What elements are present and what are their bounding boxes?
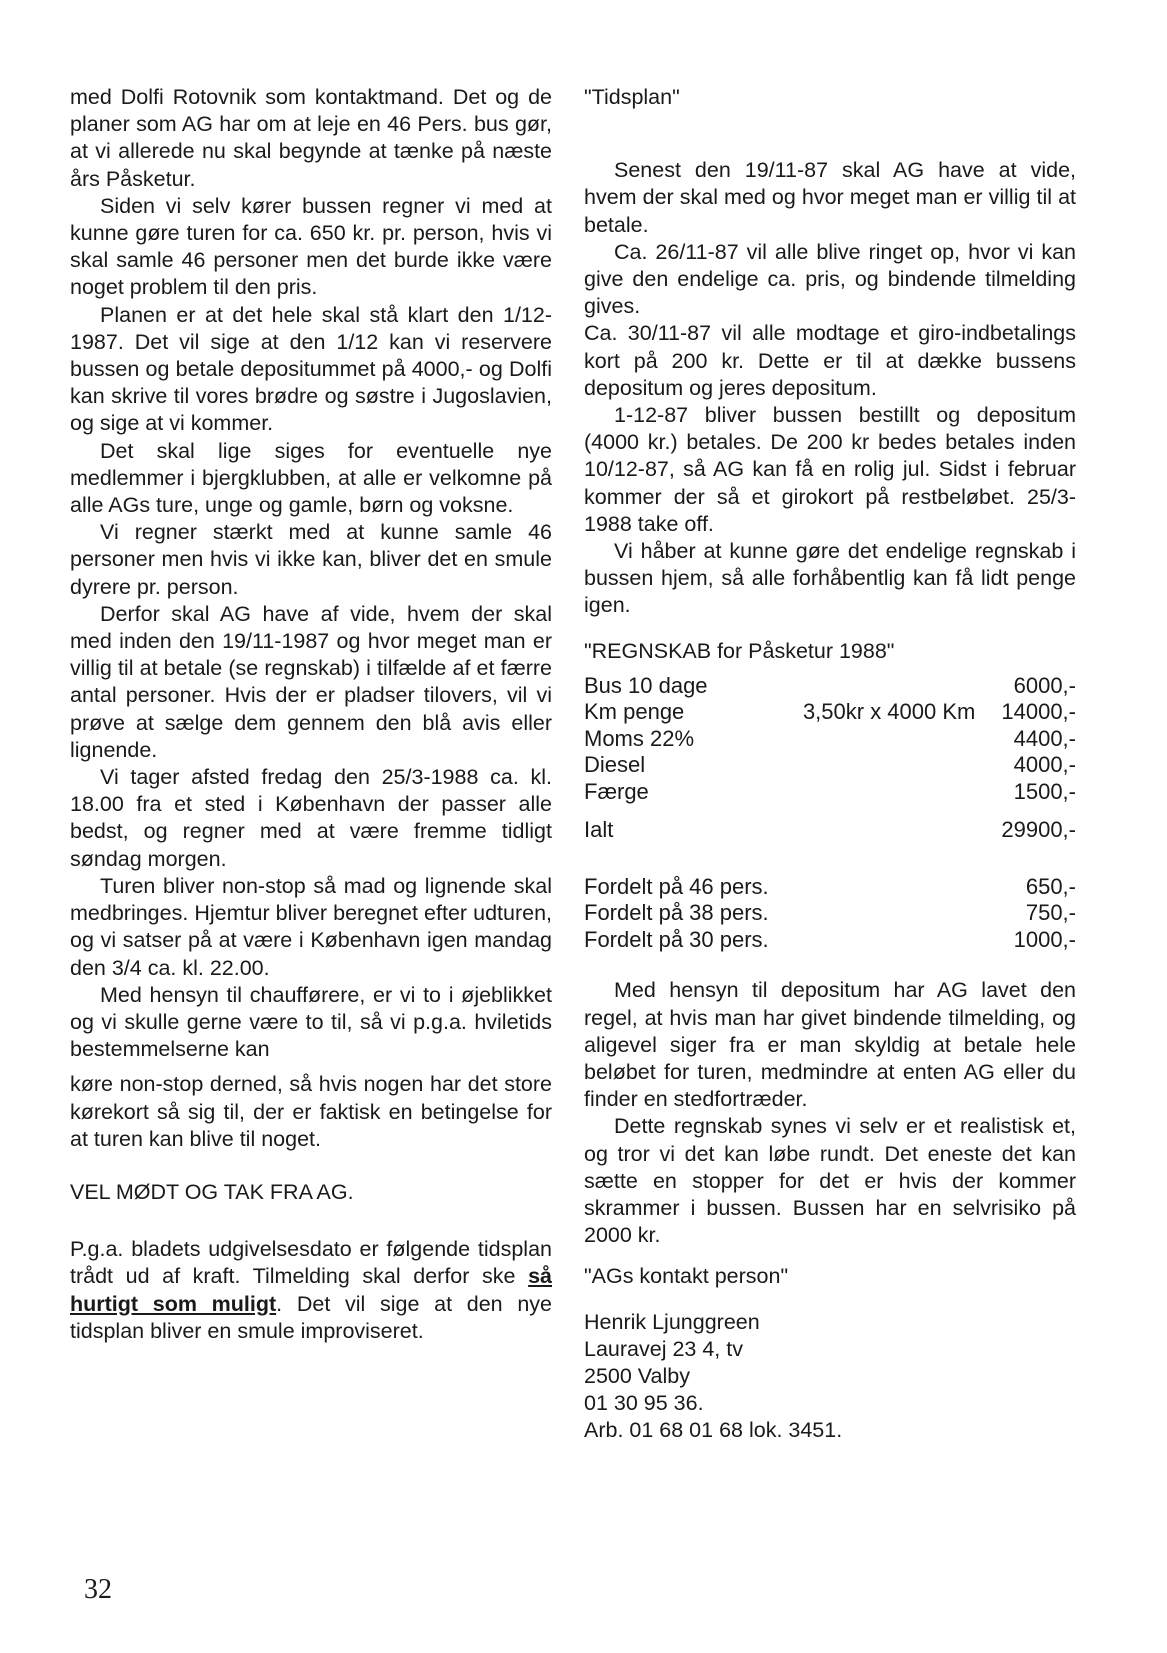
schedule-item: Ca. 30/11-87 vil alle modtage et giro-indbetalings kort på 200 kr. Dette er til at dække bussens depositum og jeres depositum. (584, 321, 1076, 400)
accounts-total-row (584, 817, 1076, 844)
account-rate (694, 726, 1014, 753)
paragraph-deadline: Derfor skal AG have af vide, hvem der skal med inden den 19/11-1987 og hvor meget man er villig til at betale (se regnskab) i tilfælde af et færre antal personer. Hvis der er pladser tilovers, vil vi prøve at sælge dem gennem den blå avis eller lignende. (70, 601, 552, 762)
schedule-heading: "Tidsplan" (584, 85, 680, 109)
paragraph-plan: Planen er at det hele skal stå klart den 1/12-1987. Det vil sige at den 1/12 kan vi reservere bussen og betale depositummet på 4000,- og Dolfi kan skrive til vores brødre og søstre i Jugoslavien, og sige at vi kommer. (70, 302, 552, 436)
contact-city: 2500 Valby (584, 1364, 690, 1388)
paragraph-intro: med Dolfi Rotovnik som kontaktmand. Det og de planer som AG har om at leje en 46 Pers. bus gør, at vi allerede nu skal begynde at tænke på næste års Påsketur. (70, 85, 552, 191)
per-person-amount: 750,- (1025, 900, 1076, 926)
schedule-item: Senest den 19/11-87 skal AG have at vide, hvem der skal med og hvor meget man er villig til at betale. (584, 158, 1076, 237)
paragraph-cost: Siden vi selv kører bussen regner vi med at kunne gøre turen for ca. 650 kr. pr. person, hvis vi skal samle 46 personer men det burde ikke være noget problem til den pris. (70, 193, 552, 300)
accounts-heading: "REGNSKAB for Påsketur 1988" (584, 638, 895, 663)
contact-address (584, 1309, 1076, 1445)
paragraph-departure: Vi tager afsted fredag den 25/3-1988 ca. kl. 18.00 fra et sted i København der passer alle bedst, og regner med at være fremme tidligt søndag morgen. (70, 765, 552, 871)
accounts-row (584, 726, 1076, 753)
per-person-label: Fordelt på 30 pers. (584, 926, 769, 952)
accounts-table (584, 673, 1076, 954)
deposit-paragraph: Dette regnskab synes vi selv er et realistisk et, og tror vi det kan løbe rundt. Det eneste det kan sætte en stopper for det er hvis der kommer skrammer i bussen. Bussen har en selvrisiko på 2000 kr. (584, 1114, 1076, 1248)
account-label: Moms 22% (584, 725, 695, 751)
paragraph-welcome: Det skal lige siges for eventuelle nye medlemmer i bjergklubben, at alle er velkomne på alle AGs ture, unge og gamle, børn og voksne. (70, 438, 552, 518)
account-label: Km penge (584, 699, 685, 725)
page-number: 32 (84, 1574, 112, 1605)
per-person-row (584, 874, 1076, 901)
schedule-item: Vi håber at kunne gøre det endelige regnskab i bussen hjem, så alle forhåbentlig kan få lidt penge igen. (584, 539, 1076, 618)
paragraph-return: Turen bliver non-stop så mad og lignende skal medbringes. Hjemtur bliver beregnet efter udturen, og vi satser på at være i København igen mandag den 3/4 ca. kl. 22.00. (70, 873, 552, 980)
account-rate: 3,50kr x 4000 Km (802, 699, 976, 725)
accounts-row (584, 779, 1076, 806)
accounts-row (584, 673, 1076, 700)
accounts-row (584, 699, 1076, 726)
total-amount: 29900,- (1001, 817, 1076, 843)
per-person-label: Fordelt på 38 pers. (584, 900, 769, 926)
account-rate (708, 673, 1014, 700)
account-amount: 6000,- (1013, 672, 1076, 698)
paragraph-drivers: Med hensyn til chaufførere, er vi to i øjeblikket og vi skulle gerne være to til, så vi p.g.a. hviletids bestemmelserne kan (70, 982, 552, 1062)
account-label: Bus 10 dage (584, 672, 708, 698)
accounts-row (584, 752, 1076, 779)
schedule-note-before: P.g.a. bladets udgivelsesdato er følgende tidsplan trådt ud af kraft. Tilmelding skal derfor ske (70, 1237, 552, 1289)
schedule-note-after: . Det vil sige at den nye tidsplan bliver en smule improviseret. (70, 1291, 552, 1343)
contact-street: Lauravej 23 4, tv (584, 1336, 743, 1361)
schedule-item: 1-12-87 bliver bussen bestillt og depositum (4000 kr.) betales. De 200 kr bedes betales inden 10/12-87, så AG kan få en rolig jul. Sidst i februar kommer der så et girokort på restbeløbet. 25/3-1988 take off. (584, 403, 1076, 536)
total-label: Ialt (584, 817, 614, 843)
account-amount: 1500,- (1013, 778, 1076, 804)
right-column (584, 84, 1076, 1445)
contact-work-phone: Arb. 01 68 01 68 lok. 3451. (584, 1418, 843, 1443)
account-amount: 4400,- (1013, 725, 1076, 751)
paragraph-license: køre non-stop derned, så hvis nogen har det store kørekort så sig til, der er faktisk en betingelse for at turen kan blive til noget. (70, 1072, 552, 1151)
schedule-note-emphasis: så hurtigt som muligt (70, 1264, 552, 1316)
account-amount: 14000,- (1001, 699, 1076, 725)
deposit-paragraph: Med hensyn til depositum har AG lavet den regel, at hvis man har givet bindende tilmelding, og aligevel siger fra er man skyldig at betale hele beløbet for turen, medmindre at enten AG eller du finder en stedfortræder. (584, 978, 1076, 1112)
contact-name: Henrik Ljunggreen (584, 1309, 760, 1334)
account-label: Diesel (584, 752, 646, 778)
account-rate (649, 779, 1014, 806)
schedule-note (70, 1236, 552, 1345)
contact-heading: "AGs kontakt person" (584, 1264, 789, 1289)
per-person-row (584, 927, 1076, 954)
paragraph-count: Vi regner stærkt med at kunne samle 46 personer men hvis vi ikke kan, bliver det en smule dyrere pr. person. (70, 520, 552, 599)
contact-phone: 01 30 95 36. (584, 1391, 704, 1416)
per-person-amount: 1000,- (1013, 926, 1076, 952)
closing-line: VEL MØDT OG TAK FRA AG. (70, 1179, 354, 1204)
per-person-row (584, 900, 1076, 927)
per-person-label: Fordelt på 46 pers. (584, 873, 769, 899)
account-rate (645, 752, 1013, 779)
account-amount: 4000,- (1013, 752, 1076, 778)
per-person-amount: 650,- (1025, 873, 1076, 899)
schedule-item: Ca. 26/11-87 vil alle blive ringet op, hvor vi kan give den endelige ca. pris, og bindende tilmelding gives. (584, 239, 1076, 319)
account-label: Færge (584, 778, 649, 804)
left-column (70, 84, 552, 1345)
